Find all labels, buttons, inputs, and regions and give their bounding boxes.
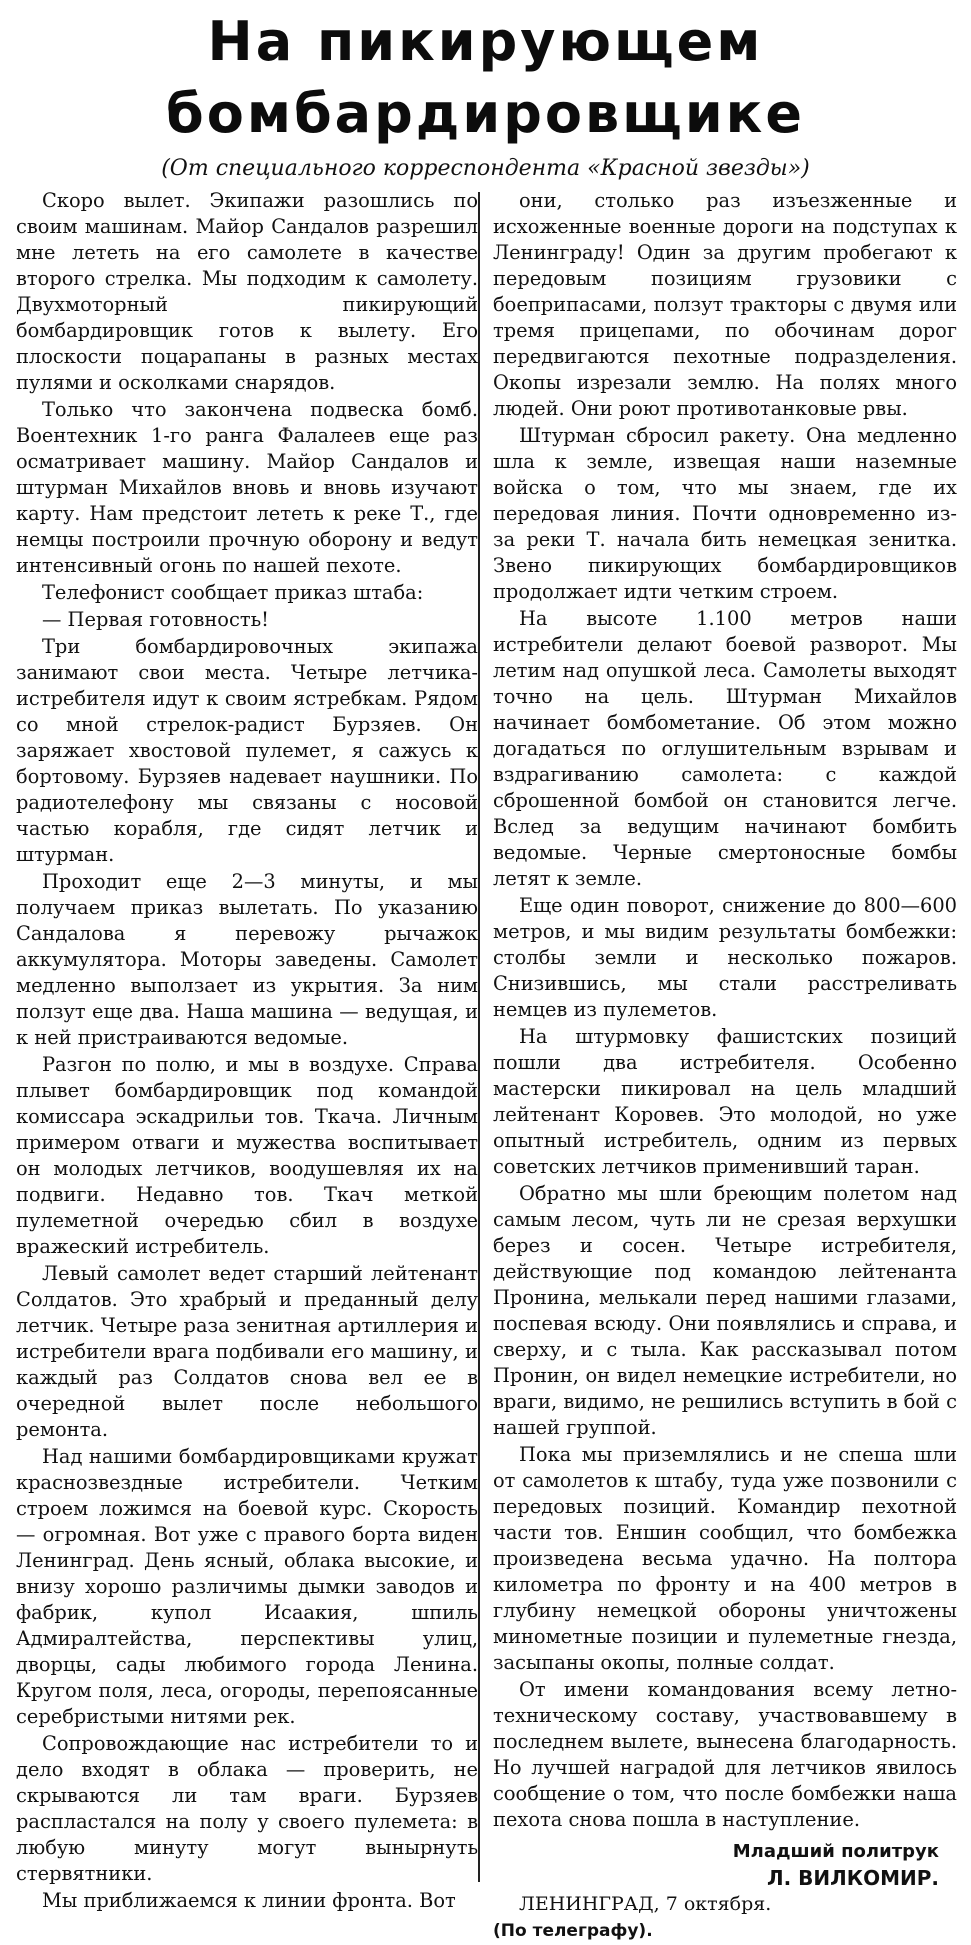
article-paragraph: Скоро вылет. Экипажи разошлись по своим машинам. Майор Сандалов разрешил мне лететь на его самолете в качестве второго стрелка. Мы подходим к самолету. Двухмоторный пикирующий бомбардировщик готов к вылету. Его плоскости поцарапаны в разных местах пулями и осколками снарядов. [16, 189, 478, 394]
dateline-note: (По телеграфу). [493, 1921, 653, 1941]
left-column [16, 188, 478, 1915]
article-paragraph: Обратно мы шли бреющим полетом над самым лесом, чуть ли не срезая верхушки берез и сосен. Четыре истребителя, действующие под командою лейтенанта Пронина, мелькали перед нашими глазами, поспевая всюду. Они появлялись и справа, и сверху, и с тыла. Как рассказывал потом Пронин, он видел немецкие истребители, но враги, видимо, не решились вступить в бой с нашей группой. [493, 1182, 957, 1439]
signature-name: Л. ВИЛКОМИР. [766, 1866, 939, 1890]
title-line-2: бомбардировщике [166, 82, 805, 145]
dateline: ЛЕНИНГРАД, 7 октября. [519, 1893, 772, 1915]
article-paragraph: они, столько раз изъезженные и исхоженные военные дороги на подступах к Ленинграду! Один за другим пробегают к передовым позициям грузовики с боеприпасами, ползут тракторы с двумя или тремя прицепами, по обочинам дорог передвигаются пехотные подразделения. Окопы изрезали землю. На полях много людей. Они роют противотанковые рвы. [493, 189, 957, 420]
article-title [0, 6, 971, 150]
article-paragraph: На штурмовку фашистских позиций пошли два истребителя. Особенно мастерски пикировал на цель младший лейтенант Коровев. Это молодой, но уже опытный истребитель, одним из первых советских летчиков применивший таран. [493, 1025, 957, 1178]
article-paragraph: Над нашими бомбардировщиками кружат краснозвездные истребители. Четким строем ложимся на боевой курс. Скорость — огромная. Вот уже с правого борта виден Ленинград. День ясный, облака высокие, и внизу хорошо различимы дымки заводов и фабрик, купол Исаакия, шпиль Адмиралтейства, перспективы улиц, дворцы, сады любимого города Ленина. Кругом поля, леса, огороды, перепоясанные серебристыми нитями рек. [16, 1445, 478, 1728]
title-line-1: На пикирующем [207, 10, 764, 73]
signature-rank: Младший политрук [732, 1841, 939, 1862]
article-paragraph: От имени командования всему летно-техническому составу, участвовавшему в последнем вылете, вынесена благодарность. Но лучшей наградой для летчиков явилось сообщение о том, что после бомбежки наша пехота снова пошла в наступление. [493, 1678, 957, 1831]
article-paragraph: — Первая готовность! [42, 608, 269, 631]
right-column [493, 188, 957, 1945]
article-paragraph: Штурман сбросил ракету. Она медленно шла к земле, извещая наши наземные войска о том, что мы знаем, где их передовая линия. Почти одновременно из-за реки Т. начала бить немецкая зенитка. Звено пикирующих бомбардировщиков продолжает идти четким строем. [493, 424, 957, 603]
article-paragraph: Телефонист сообщает приказ штаба: [42, 581, 424, 604]
article-paragraph: Мы приближаемся к линии фронта. Вот [42, 1889, 456, 1912]
article-paragraph: Только что закончена подвеска бомб. Воентехник 1-го ранга Фалалеев еще раз осматривает машину. Майор Сандалов и штурман Михайлов вновь и вновь изучают карту. Нам предстоит лететь к реке Т., где немцы построили прочную оборону и ведут интенсивный огонь по нашей пехоте. [16, 398, 478, 577]
article-paragraph: На высоте 1.100 метров наши истребители делают боевой разворот. Мы летим над опушкой леса. Самолеты выходят точно на цель. Штурман Михайлов начинает бомбометание. Об этом можно догадаться по оглушительным взрывам и вздрагиванию самолета: с каждой сброшенной бомбой он становится легче. Вслед за ведущим начинают бомбить ведомые. Черные смертоносные бомбы летят к земле. [493, 607, 957, 890]
article-paragraph: Проходит еще 2—3 минуты, и мы получаем приказ вылетать. По указанию Сандалова я перевожу рычажок аккумулятора. Моторы заведены. Самолет медленно выползает из укрытия. За ним ползут еще два. Наша машина — ведущая, и к ней пристраиваются ведомые. [16, 870, 478, 1049]
article-paragraph: Пока мы приземлялись и не спеша шли от самолетов к штабу, туда уже позвонили с передовых позиций. Командир пехотной части тов. Еншин сообщил, что бомбежка произведена весьма удачно. На полтора километра по фронту и на 400 метров в глубину немецкой обороны уничтожены минометные позиции и пулеметные гнезда, засыпаны окопы, полные солдат. [493, 1443, 957, 1674]
article-paragraph: Разгон по полю, и мы в воздухе. Справа плывет бомбардировщик под командой комиссара эскадрильи тов. Ткача. Личным примером отваги и мужества воспитывает он молодых летчиков, воодушевляя их на подвиги. Недавно тов. Ткач меткой пулеметной очередью сбил в воздухе вражеский истребитель. [16, 1053, 478, 1258]
column-divider [478, 192, 480, 1882]
article-paragraph: Сопровождающие нас истребители то и дело входят в облака — проверить, не скрываются ли там враги. Бурзяев распластался на полу у своего пулемета: в любую минуту могут вынырнуть стервятники. [16, 1732, 478, 1885]
article-paragraph: Левый самолет ведет старший лейтенант Солдатов. Это храбрый и преданный делу летчик. Четыре раза зенитная артиллерия и истребители врага подбивали его машину, и каждый раз Солдатов снова вел ее в очередной вылет после небольшого ремонта. [16, 1262, 478, 1441]
article-paragraph: Три бомбардировочных экипажа занимают свои места. Четыре летчика-истребителя идут к своим ястребкам. Рядом со мной стрелок-радист Бурзяев. Он заряжает хвостовой пулемет, я сажусь к бортовому. Бурзяев надевает наушники. По радиотелефону мы связаны с носовой частью корабля, где сидят летчик и штурман. [16, 635, 478, 866]
article-paragraph: Еще один поворот, снижение до 800—600 метров, и мы видим результаты бомбежки: столбы земли и несколько пожаров. Снизившись, мы стали расстреливать немцев из пулеметов. [493, 894, 957, 1021]
article-subtitle: (От специального корреспондента «Красной звезды») [161, 156, 810, 181]
